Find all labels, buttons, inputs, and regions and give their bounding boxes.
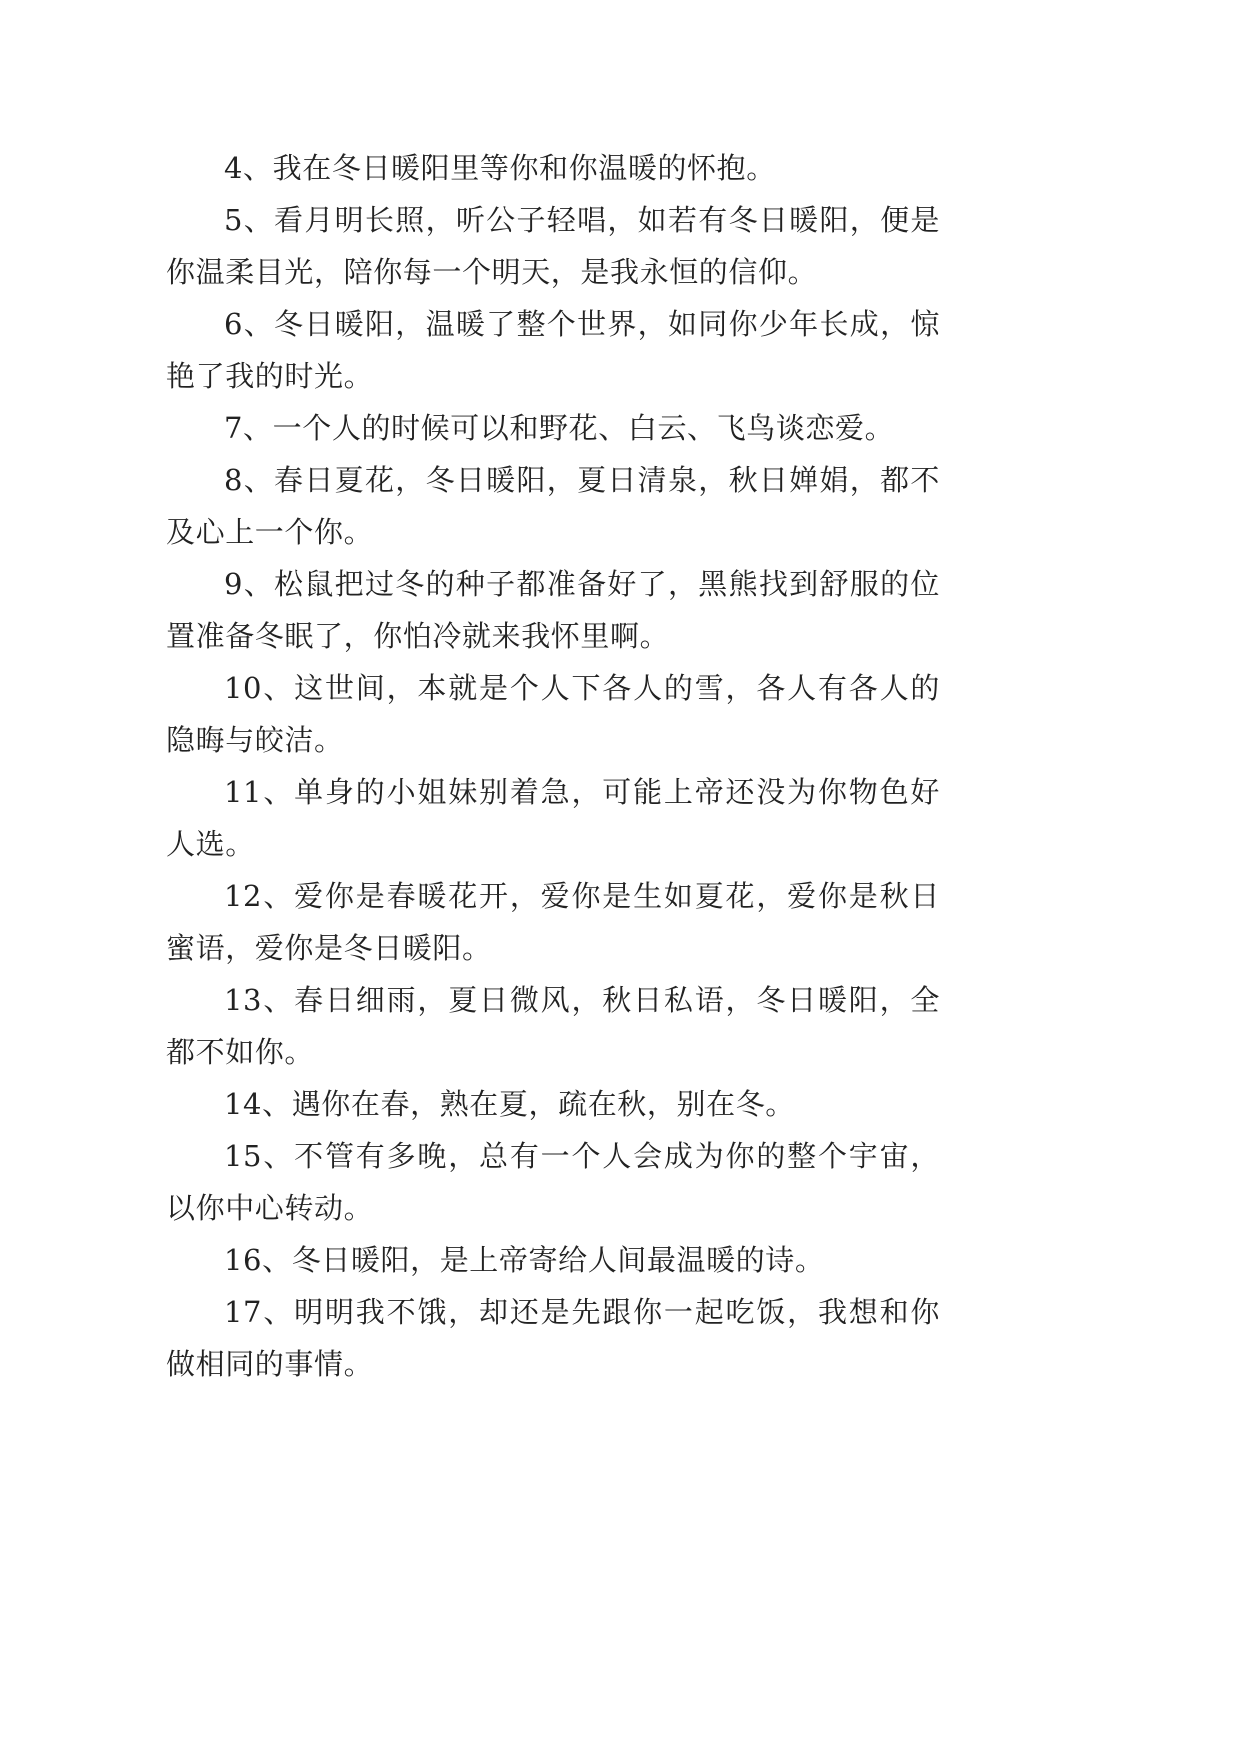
paragraph-13: 13、春日细雨，夏日微风，秋日私语，冬日暖阳，全都不如你。 [166, 983, 940, 1069]
paragraph-14: 14、遇你在春，熟在夏，疏在秋，别在冬。 [224, 1087, 795, 1121]
document-body [166, 142, 940, 1390]
paragraph-17: 17、明明我不饿，却还是先跟你一起吃饭，我想和你做相同的事情。 [166, 1295, 940, 1381]
paragraph-5: 5、看月明长照，听公子轻唱，如若有冬日暖阳，便是你温柔目光，陪你每一个明天，是我永恒的信仰。 [166, 203, 940, 289]
paragraph-9: 9、松鼠把过冬的种子都准备好了，黑熊找到舒服的位置准备冬眠了，你怕冷就来我怀里啊。 [166, 567, 940, 653]
paragraph-15: 15、不管有多晚，总有一个人会成为你的整个宇宙，以你中心转动。 [166, 1139, 940, 1225]
paragraph-6: 6、冬日暖阳，温暖了整个世界，如同你少年长成，惊艳了我的时光。 [166, 307, 940, 393]
paragraph-11: 11、单身的小姐妹别着急，可能上帝还没为你物色好人选。 [166, 775, 940, 861]
paragraph-8: 8、春日夏花，冬日暖阳，夏日清泉，秋日婵娟，都不及心上一个你。 [166, 463, 940, 549]
paragraph-7: 7、一个人的时候可以和野花、白云、飞鸟谈恋爱。 [224, 411, 895, 445]
paragraph-4: 4、我在冬日暖阳里等你和你温暖的怀抱。 [224, 151, 776, 185]
paragraph-10: 10、这世间，本就是个人下各人的雪，各人有各人的隐晦与皎洁。 [166, 671, 940, 757]
paragraph-12: 12、爱你是春暖花开，爱你是生如夏花，爱你是秋日蜜语，爱你是冬日暖阳。 [166, 879, 940, 965]
paragraph-16: 16、冬日暖阳，是上帝寄给人间最温暖的诗。 [224, 1243, 825, 1277]
